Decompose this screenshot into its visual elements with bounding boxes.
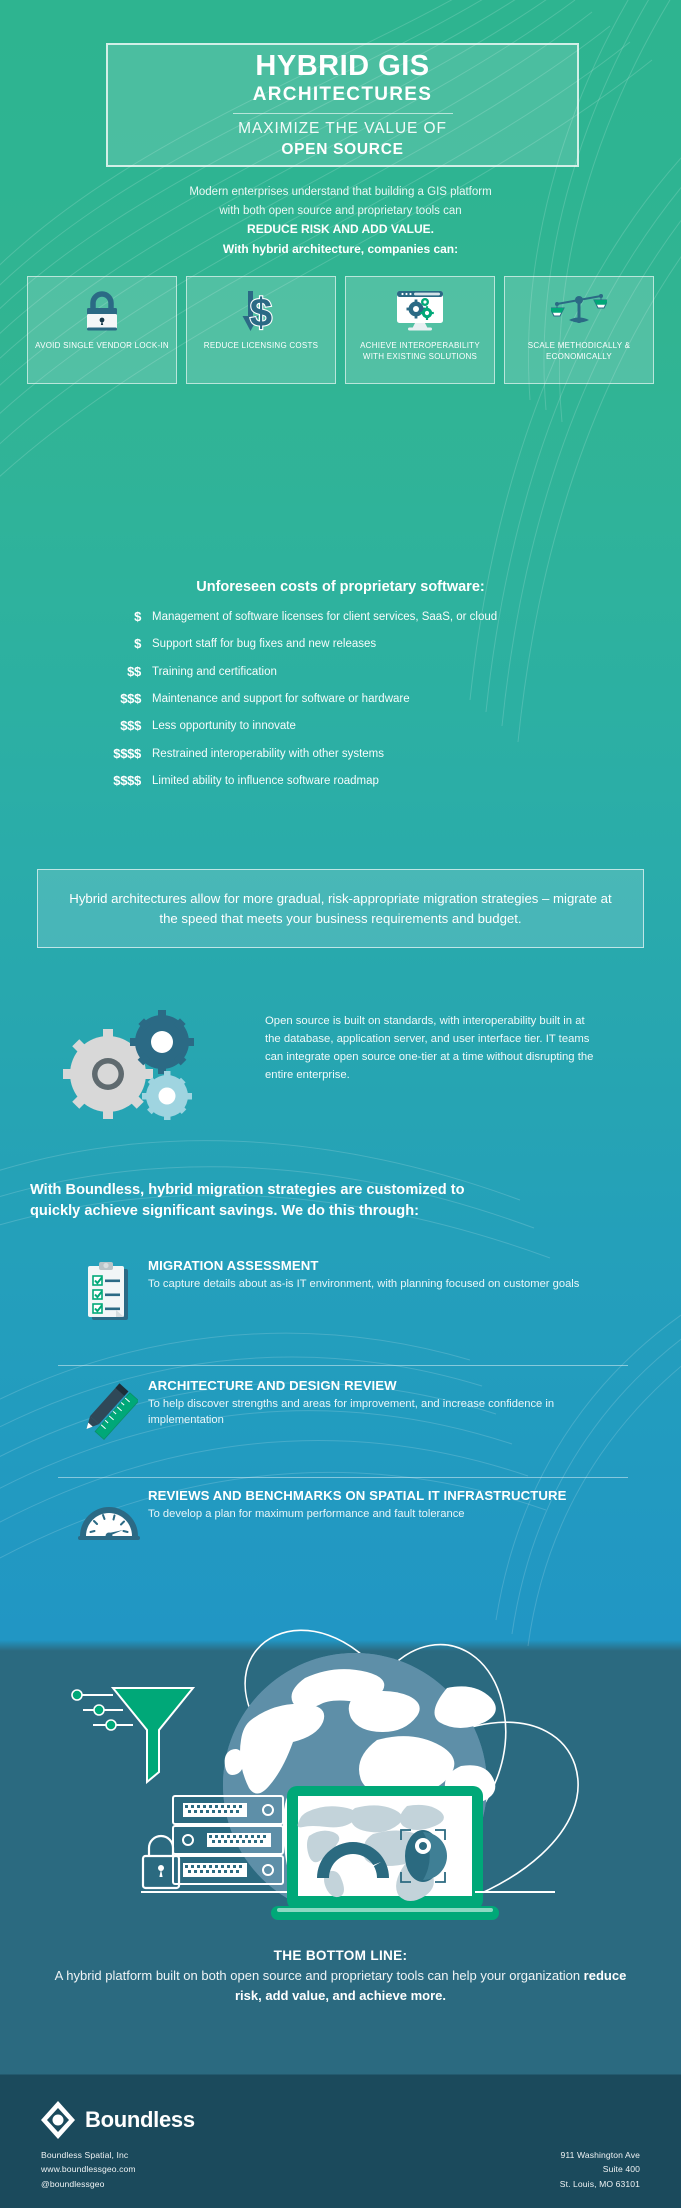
cost-amount: $ bbox=[134, 636, 141, 652]
cost-item bbox=[90, 718, 610, 734]
footer-logo[interactable] bbox=[40, 2100, 195, 2140]
cost-amount: $$$ bbox=[120, 718, 141, 734]
intro-paragraph bbox=[60, 183, 621, 259]
cost-amount: $$$ bbox=[120, 690, 141, 706]
svg-text:$: $ bbox=[249, 291, 273, 334]
footer-logo-name: Boundless bbox=[85, 2107, 195, 2132]
title-tagline: MAXIMIZE THE VALUE OF bbox=[238, 120, 447, 138]
bottom-line-text bbox=[40, 1966, 641, 2006]
bottom-line-heading: THE BOTTOM LINE: bbox=[273, 1948, 408, 1963]
cost-amount: $$ bbox=[127, 663, 141, 679]
bottom-line-text-end: . bbox=[442, 1988, 446, 2004]
service-desc: To capture details about as-is IT environment, with planning focused on customer goals bbox=[148, 1278, 580, 1291]
cost-amount: $$$$ bbox=[113, 772, 141, 788]
benefit-box-avoid-lockin bbox=[27, 276, 177, 384]
benefit-label: AVOID SINGLE VENDOR LOCK-IN bbox=[35, 341, 169, 350]
service-divider-2 bbox=[58, 1477, 628, 1478]
intro-line-2: with both open source and proprietary tools can bbox=[219, 204, 462, 217]
benefit-label: ACHIEVE INTEROPERABILITY WITH EXISTING SOLUTIONS bbox=[360, 341, 480, 362]
services-heading-line-2: quickly achieve significant savings. We do this through: bbox=[30, 1203, 419, 1220]
title-main: HYBRID GIS bbox=[255, 49, 430, 82]
footer-website[interactable]: www.boundlessgeo.com bbox=[41, 2164, 136, 2175]
footer-company: Boundless Spatial, Inc bbox=[41, 2150, 129, 2160]
gauge-icon bbox=[70, 1488, 148, 1542]
bottom-line-text-bold: reduce risk, add value, and achieve more bbox=[235, 1968, 627, 2004]
padlock-icon bbox=[82, 288, 122, 334]
gears-description: Open source is built on standards, with interoperability built in at the database, application server, and user interface tier. IT teams can integrate open source one-tier at a time without disrupting the entire enterprise. bbox=[265, 1015, 594, 1081]
title-box bbox=[106, 43, 579, 167]
cost-amount: $ bbox=[134, 609, 141, 624]
benefit-label: REDUCE LICENSING COSTS bbox=[203, 341, 319, 350]
benefit-box-reduce-licensing bbox=[186, 276, 336, 384]
service-title: MIGRATION ASSESSMENT bbox=[148, 1258, 319, 1273]
title-openSource: OPEN SOURCE bbox=[281, 141, 404, 159]
footer-address bbox=[560, 2148, 640, 2191]
intro-line-4: With hybrid architecture, companies can: bbox=[222, 241, 459, 256]
bottom-line-block bbox=[40, 1945, 641, 2006]
cost-text: Management of software licenses for client services, SaaS, or cloud bbox=[152, 611, 498, 623]
benefit-box-scale bbox=[504, 276, 654, 384]
intro-line-3: REDUCE RISK AND ADD VALUE. bbox=[247, 222, 434, 237]
cost-item bbox=[90, 773, 610, 789]
services-heading-line-1: With Boundless, hybrid migration strategies are customized to bbox=[30, 1182, 465, 1198]
intro-line-1: Modern enterprises understand that building a GIS platform bbox=[189, 186, 492, 198]
cost-amount: $$$$ bbox=[113, 745, 141, 761]
title-sub: ARCHITECTURES bbox=[252, 84, 433, 106]
boundless-diamond-icon bbox=[40, 2100, 76, 2140]
clipboard-checklist-icon bbox=[70, 1258, 148, 1324]
globe-illustration bbox=[55, 1600, 635, 1940]
title-divider bbox=[233, 113, 453, 114]
pencil-ruler-icon bbox=[70, 1378, 148, 1444]
cost-item bbox=[90, 609, 610, 625]
footer-social[interactable]: @boundlessgeo bbox=[41, 2178, 105, 2189]
service-item-architecture-review bbox=[70, 1378, 626, 1444]
cost-item bbox=[90, 636, 610, 652]
costs-title: Unforeseen costs of proprietary software: bbox=[196, 579, 485, 595]
service-desc: To develop a plan for maximum performance and fault tolerance bbox=[148, 1508, 465, 1521]
balance-scale-icon bbox=[551, 288, 607, 334]
cost-text: Less opportunity to innovate bbox=[152, 720, 296, 733]
benefit-label: SCALE METHODICALLY & ECONOMICALLY bbox=[527, 341, 631, 362]
down-arrow-dollar-icon bbox=[237, 288, 285, 334]
footer-address-line-2: Suite 400 bbox=[602, 2164, 640, 2175]
cost-text: Restrained interoperability with other systems bbox=[152, 747, 385, 760]
cost-text: Maintenance and support for software or hardware bbox=[152, 692, 410, 705]
monitor-gears-icon bbox=[394, 288, 446, 334]
service-divider-1 bbox=[58, 1365, 628, 1366]
footer-contact-left bbox=[41, 2148, 136, 2191]
laptop-icon bbox=[271, 1786, 499, 1920]
cost-item bbox=[90, 746, 610, 762]
costs-list bbox=[90, 609, 610, 800]
cost-item bbox=[90, 664, 610, 680]
cost-text: Limited ability to influence software roadmap bbox=[152, 774, 379, 787]
service-title: ARCHITECTURE AND DESIGN REVIEW bbox=[148, 1378, 397, 1393]
service-item-migration-assessment bbox=[70, 1258, 626, 1324]
cost-text: Training and certification bbox=[152, 665, 277, 678]
footer-address-line-3: St. Louis, MO 63101 bbox=[559, 2178, 640, 2189]
footer-address-line-1: 911 Washington Ave bbox=[560, 2150, 640, 2160]
benefit-box-row bbox=[27, 276, 654, 384]
quote-callout-box: Hybrid architectures allow for more gradual, risk-appropriate migration strategies – migrate at the speed that meets your business requirements and budget. bbox=[37, 869, 644, 948]
bottom-line-text-part1: A hybrid platform built on both open source and proprietary tools can help your organization bbox=[54, 1968, 584, 1984]
service-desc: To help discover strengths and areas for improvement, and increase confidence in implementation bbox=[148, 1398, 555, 1427]
cost-item bbox=[90, 691, 610, 707]
cost-text: Support staff for bug fixes and new releases bbox=[152, 638, 377, 651]
funnel-icon bbox=[72, 1688, 193, 1782]
service-title: REVIEWS AND BENCHMARKS ON SPATIAL IT INFRASTRUCTURE bbox=[148, 1488, 567, 1503]
benefit-box-interoperability bbox=[345, 276, 495, 384]
services-heading bbox=[30, 1180, 651, 1222]
service-item-reviews-benchmarks bbox=[70, 1488, 626, 1542]
gears-icon bbox=[56, 1008, 216, 1118]
